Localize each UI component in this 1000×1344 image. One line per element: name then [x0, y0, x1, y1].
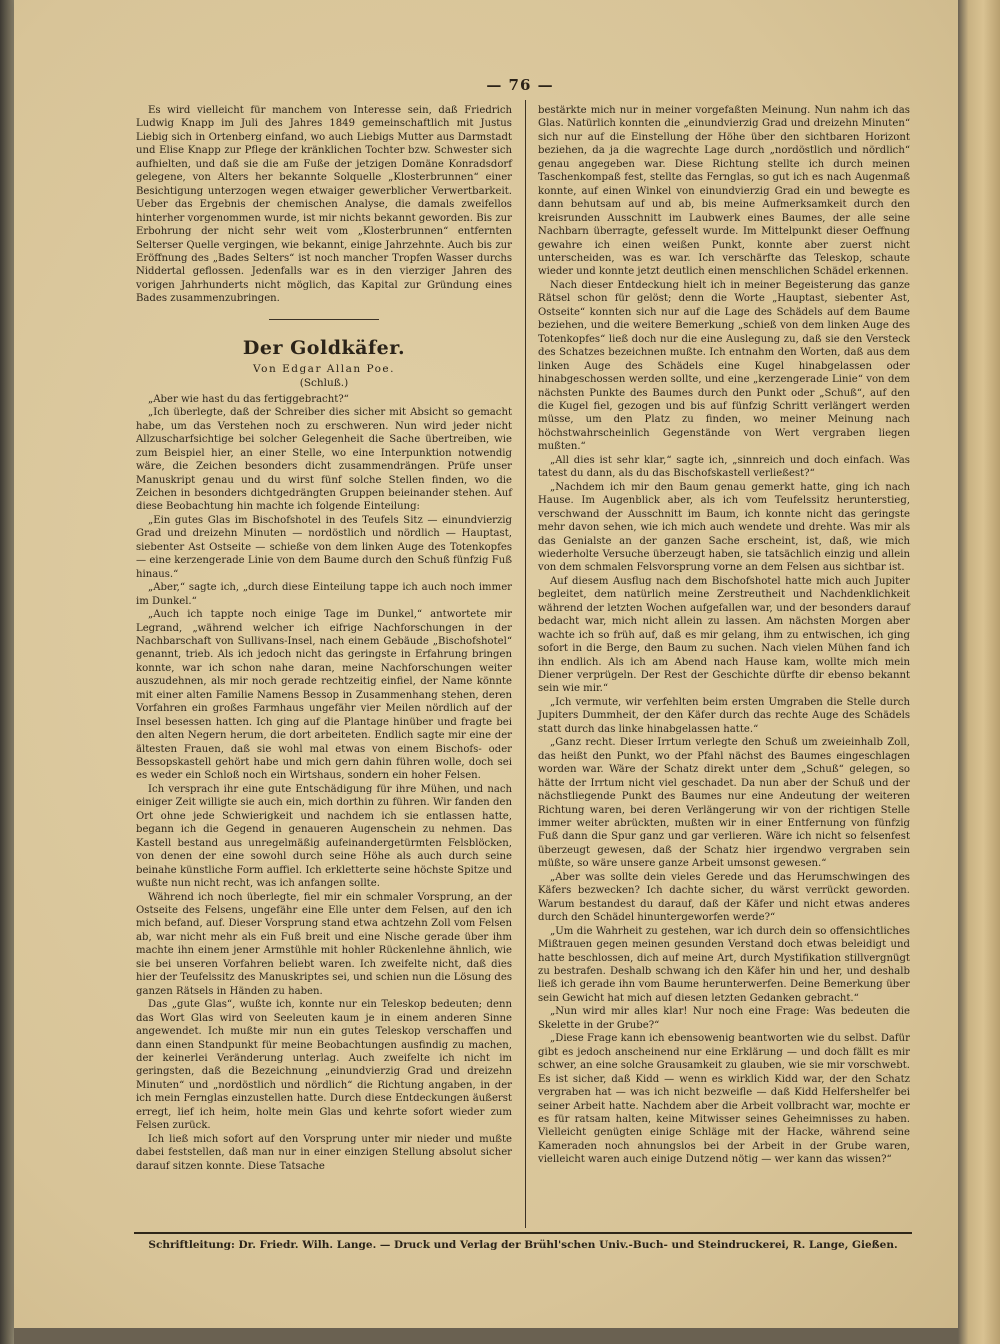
intro-paragraph: Es wird vielleicht für manchem von Interesse sein, daß Friedrich Ludwig Knapp im Juli des Jahres 1849 gemeinschaftlich mit Justus Liebig sich in Ortenberg einfand, wo auch Liebigs Mutter aus Darmstadt und Elise Knapp zur Pflege der kränklichen Tochter bzw. Schwester sich aufhielten, und daß sie die am Fuße der jetzigen Domäne Konradsdorf gelegene, von Alters her bekannte Solquelle „Klosterbrunnen“ einer Besichtigung unterzogen wegen etwaiger gewerblicher Verwertbarkeit. Ueber das Ergebnis der chemischen Analyse, die damals zweifellos hinterher vorgenommen wurde, ist mir nichts bekannt geworden. Bis zur Erbohrung der nicht sehr weit vom „Klosterbrunnen“ entfernten Selterser Quelle vergingen, wie bekannt, einige Jahrzehnte. Auch bis zur Eröffnung des „Bades Selters“ ist noch mancher Tropfen Wasser durchs Niddertal geflossen. Jedenfalls war es in den vierziger Jahren des vorigen Jahrhunderts nicht möglich, das Kapital zur Gründung eines Bades zusammenzubringen.: [136, 105, 512, 305]
paragraph: „Nun wird mir alles klar! Nur noch eine Frage: Was bedeuten die Skelette in der Grube?“: [538, 1006, 910, 1031]
paragraph: „Ganz recht. Dieser Irrtum verlegte den Schuß um zweieinhalb Zoll, das heißt den Punkt, wo der Pfahl nächst des Baumes eingeschlagen worden war. Wäre der Schatz direkt unter dem „Schuß“ gelegen, so hätte der Irrtum nicht viel geschadet. Da nun aber der Schuß und der nächstliegende Punkt des Baumes nur eine Andeutung der weiteren Richtung waren, bei deren Verlängerung wir von der richtigen Stelle immer weiter abrückten, mußten wir in einer Entfernung von fünfzig Fuß dann die Spur ganz und gar verlieren. Wäre ich nicht so felsenfest überzeugt gewesen, daß der Schatz hier irgendwo vergraben sein müßte, so wäre unsere ganze Arbeit umsonst gewesen.“: [538, 737, 910, 870]
paragraph: „Nachdem ich mir den Baum genau gemerkt hatte, ging ich nach Hause. Im Augenblick aber, als ich vom Teufelssitz herunterstieg, verschwand der Ausschnitt im Baum, ich konnte nicht das geringste mehr davon sehen, wie ich mich auch wendete und drehte. Was mir als das Genialste an der ganzen Sache erscheint, ist, daß, wie mich wiederholte Versuche überzeugt haben, sie tatsächlich einzig und allein von dem schmalen Felsvorsprung vorne an dem Felsen aus sichtbar ist.: [538, 481, 910, 574]
article-byline: Von Edgar Allan Poe.: [253, 362, 395, 375]
left-column: [136, 104, 512, 1173]
paragraph: Auf diesem Ausflug nach dem Bischofshotel hatte mich auch Jupiter begleitet, dem natürlich meine Zerstreutheit und Nachdenklichkeit während der letzten Wochen aufgefallen war, und der besonders darauf bedacht war, mich nicht allein zu lassen. Am nächsten Morgen aber wachte ich so früh auf, daß es mir gelang, ihm zu entwischen, ich ging sofort in die Berge, den Baum zu suchen. Nach vielen Mühen fand ich ihn endlich. Als ich am Abend nach Hause kam, wollte mich mein Diener verprügeln. Der Rest der Geschichte dürfte dir ebenso bekannt sein wie mir.“: [538, 575, 910, 695]
paragraph: Das „gute Glas“, wußte ich, konnte nur ein Teleskop bedeuten; denn das Wort Glas wird von Seeleuten kaum je in einem anderen Sinne angewendet. Ich mußte mir nun ein gutes Teleskop verschaffen und dann einen Standpunkt für meine Beobachtungen ausfindig zu machen, der keinerlei Veränderung unterlag. Auch zweifelte ich nicht im geringsten, daß die Bezeichnung „einundvierzig Grad und dreizehn Minuten“ und „nordöstlich und nördlich“ die Richtung angaben, in der ich mein Fernglas einzustellen hatte. Durch diese Entdeckungen äußerst erregt, lief ich heim, holte mein Glas und kehrte sofort wieder zum Felsen zurück.: [136, 999, 512, 1132]
imprint-footer: Schriftleitung: Dr. Friedr. Wilh. Lange. — Druck und Verlag der Brühl'schen Univ.-Buch- und Steindruckerei, R. Lange, Gießen.: [148, 1239, 898, 1251]
paragraph: „Ich vermute, wir verfehlten beim ersten Umgraben die Stelle durch Jupiters Dummheit, der den Käfer durch das rechte Auge des Schädels statt durch das linke hinabgelassen hatte.“: [538, 696, 910, 735]
paragraph: „Aber was sollte dein vieles Gerede und das Herumschwingen des Käfers bezwecken? Ich dachte sicher, du wärst verrückt geworden. Warum bestandest du darauf, daß der Käfer und nicht etwas anderes durch den Schädel hinuntergeworfen werde?“: [538, 871, 910, 924]
right-column: [538, 104, 910, 1167]
article-note: (Schluß.): [299, 376, 349, 389]
paragraph: „Um die Wahrheit zu gestehen, war ich durch dein so offensichtliches Mißtrauen gegen meinen gesunden Verstand doch etwas beleidigt und hatte beschlossen, dich auf meine Art, durch Mystifikation stillvergnügt zu bestrafen. Deshalb schwang ich den Käfer hin und her, und deshalb ließ ich gerade ihn vom Baume herunterwerfen. Deine Bemerkung über sein Gewicht hat mich auf diesen letzten Gedanken gebracht.“: [538, 925, 910, 1004]
paragraph: „Auch ich tappte noch einige Tage im Dunkel,“ antwortete mir Legrand, „während welcher ich eifrige Nachforschungen in der Nachbarschaft von Sullivans-Insel, nach einem Gebäude „Bischofshotel“ genannt, trieb. Als ich jedoch nicht das geringste in Erfahrung bringen konnte, war ich schon nahe daran, meine Nachforschungen weiter auszudehnen, als mir noch gerade rechtzeitig einfiel, der Name könnte mit einer alten Familie Namens Bessop in Zusammenhang stehen, deren Vorfahren ein großes Farmhaus ungefähr vier Meilen nördlich auf der Insel besessen hatten. Ich ging auf die Plantage hinüber und fragte bei den alten Negern herum, die dort arbeiteten. Endlich sagte mir eine der ältesten Frauen, daß sie wohl mal etwas von einem Bischofs- oder Bessopskastell gehört habe und mich gern dahin führen wolle, doch sei es weder ein Schloß noch ein Wirtshaus, sondern ein hoher Felsen.: [136, 609, 512, 782]
section-divider: [269, 319, 379, 320]
paragraph: „Diese Frage kann ich ebensowenig beantworten wie du selbst. Dafür gibt es jedoch anscheinend nur eine Erklärung — und doch fällt es mir schwer, an eine solche Grausamkeit zu glauben, wie sie mir vorschwebt. Es ist sicher, daß Kidd — wenn es wirklich Kidd war, der den Schatz vergraben hat — was ich nicht bezweifle — daß Kidd Helfershelfer bei seiner Arbeit hatte. Nachdem aber die Arbeit vollbracht war, mochte er es für ratsam halten, keine Mitwisser seines Geheimnisses zu haben. Vielleicht genügten einige Schläge mit der Hacke, während seine Kameraden noch ahnungslos bei der Arbeit in der Grube waren, vielleicht waren auch einige Dutzend nötig — wer kann das wissen?“: [538, 1033, 910, 1166]
book-binding-edge: [0, 0, 14, 1344]
paragraph: Nach dieser Entdeckung hielt ich in meiner Begeisterung das ganze Rätsel schon für gelöst; denn die Worte „Hauptast, siebenter Ast, Ostseite“ konnten sich nur auf die Lage des Schädels auf dem Baume beziehen, und die weitere Bemerkung „schieß von dem linken Auge des Totenkopfes“ ließ doch nur die eine Auslegung zu, daß sie den Versteck des Schatzes bezeichnen mußte. Ich entnahm den Worten, daß aus dem linken Auge des Schädels eine Kugel hinabgelassen oder hinabgeschossen werden sollte, und eine „kerzengerade Linie“ von dem nächsten Punkte des Baumes durch den Punkt oder „Schuß“, auf den die Kugel fiel, gezogen und bis auf fünfzig Schritt verlängert werden müsse, um den Platz zu finden, wo meiner Meinung nach höchstwahrscheinlich Gegenstände von Wert vergraben liegen mußten.“: [538, 279, 910, 453]
column-divider: [525, 100, 526, 1228]
paragraph: „Ich überlegte, daß der Schreiber dies sicher mit Absicht so gemacht habe, um das Verstehen noch zu erschweren. Nun wird jeder nicht Allzuscharfsichtige bei solcher Gelegenheit die Sache übertreiben, wie zum Beispiel hier, an einer Stelle, wo eine Interpunktion notwendig wäre, die Zeichen besonders dicht zusammendrängen. Prüfe unser Manuskript genau und du wirst fünf solche Stellen finden, wo die Zeichen in besonders dichtgedrängten Gruppen beieinander stehen. Auf diese Beobachtung hin machte ich folgende Einteilung:: [136, 407, 512, 513]
paragraph: „Aber,“ sagte ich, „durch diese Einteilung tappe ich auch noch immer im Dunkel.“: [136, 582, 512, 607]
paragraph: Ich ließ mich sofort auf den Vorsprung unter mir nieder und mußte dabei feststellen, daß man nur in einer einzigen Stellung absolut sicher darauf sitzen konnte. Diese Tatsache: [136, 1133, 512, 1172]
paragraph: Ich versprach ihr eine gute Entschädigung für ihre Mühen, und nach einiger Zeit willigte sie auch ein, mich dorthin zu führen. Wir fanden den Ort ohne jede Schwierigkeit und nachdem ich sie entlassen hatte, begann ich die Gegend in genaueren Augenschein zu nehmen. Das Kastell bestand aus unregelmäßig aufeinandergetürmten Felsblöcken, von denen der eine sowohl durch seine Höhe als auch durch seine beinahe künstliche Form auffiel. Ich erkletterte seine höchste Spitze und wußte nun nicht recht, was ich anfangen sollte.: [136, 783, 512, 890]
paragraph: „Aber wie hast du das fertiggebracht?“: [148, 393, 349, 405]
next-page-edge: [958, 0, 1000, 1344]
page-number: — 76 —: [486, 76, 554, 94]
article-title: Der Goldkäfer.: [242, 336, 406, 359]
paragraph: Während ich noch überlegte, fiel mir ein schmaler Vorsprung, an der Ostseite des Felsens, ungefähr eine Elle unter dem Felsen, auf den ich mich befand, auf. Dieser Vorsprung stand etwa achtzehn Zoll vom Felsen ab, war nicht mehr als ein Fuß breit und eine Nische gerade über ihm machte ihn einem jener Armstühle mit hohler Rückenlehne ähnlich, wie sie bei unseren Vorfahren beliebt waren. Ich zweifelte nicht, daß dies hier der Teufelssitz des Manuskriptes sei, und schien nun die Lösung des ganzen Rätsels in Händen zu haben.: [136, 891, 512, 997]
page-bottom-shadow: [14, 1328, 958, 1344]
paragraph: „Ein gutes Glas im Bischofshotel in des Teufels Sitz — einundvierzig Grad und dreizehn Minuten — nordöstlich und nördlich — Hauptast, siebenter Ast Ostseite — schieße von dem linken Auge des Totenkopfes — eine kerzengerade Linie von dem Baume durch den Schuß fünfzig Fuß hinaus.“: [136, 514, 512, 580]
paragraph: „All dies ist sehr klar,“ sagte ich, „sinnreich und doch einfach. Was tatest du dann, als du das Bischofskastell verließest?“: [538, 454, 910, 480]
footer-rule: [134, 1232, 912, 1234]
paragraph: bestärkte mich nur in meiner vorgefaßten Meinung. Nun nahm ich das Glas. Natürlich konnten die „einundvierzig Grad und dreizehn Minuten“ sich nur auf die Einstellung der Höhe über den sichtbaren Horizont beziehen, da ja die wagrechte Lage durch „nordöstlich und nördlich“ genau angegeben war. Diese Richtung stellte ich durch meinen Taschenkompaß fest, stellte das Fernglas, so gut ich es nach Augenmaß konnte, auf einen Winkel von einundvierzig Grad ein und bewegte es dann behutsam auf und ab, bis meine Aufmerksamkeit durch den kreisrunden Ausschnitt im Laubwerk eines Baumes, der alle seine Nachbarn überragte, gefesselt wurde. Im Mittelpunkt dieser Oeffnung gewahre ich einen weißen Punkt, konnte aber zuerst nicht unterscheiden, was es war. Ich verschärfte das Teleskop, schaute wieder und konnte jetzt deutlich einen menschlichen Schädel erkennen.: [538, 105, 910, 278]
